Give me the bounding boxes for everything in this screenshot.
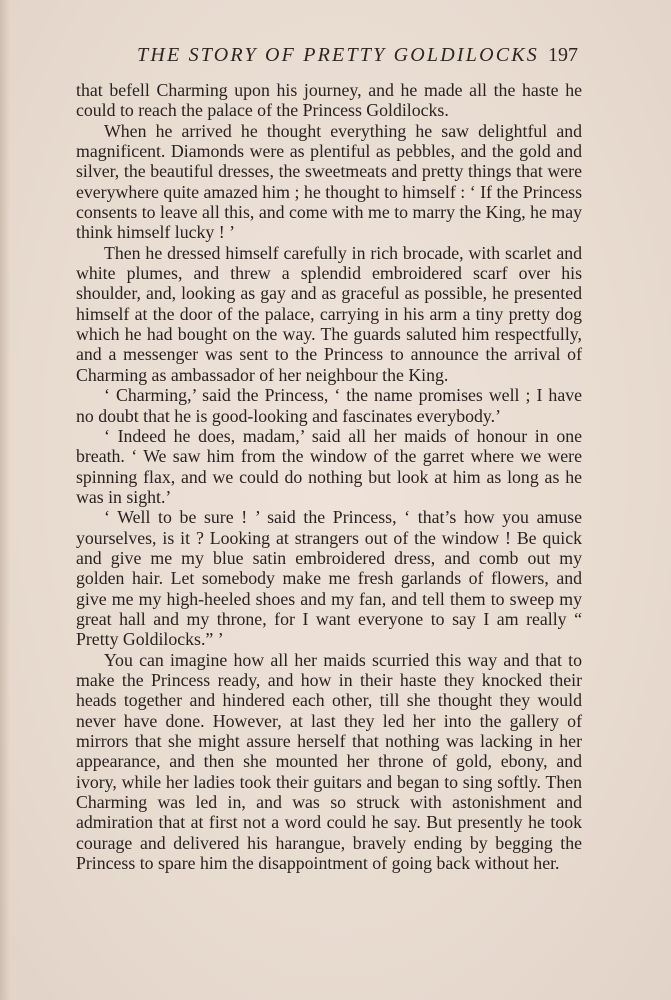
page-number: 197 (548, 44, 578, 66)
running-title: THE STORY OF PRETTY GOLDILOCKS (137, 44, 540, 66)
paragraph: You can imagine how all her maids scurried this way and that to make the Princess ready, and how in their haste they knocked their heads together and hindered each other, till she thought they would never have done. However, at last they led her into the gallery of mirrors that she might assure herself that nothing was lacking in her appearance, and then she mounted her throne of gold, ebony, and ivory, while her ladies took their guitars and began to sing softly. Then Charming was led in, and was so struck with astonishment and admiration that at first not a word could he say. But presently he took courage and delivered his harangue, bravely ending by begging the Princess to spare him the disappointment of going back without her. (76, 649, 582, 874)
paragraph: ‘ Charming,’ said the Princess, ‘ the name promises well ; I have no doubt that he is good-looking and fascinates everybody.’ (76, 385, 582, 426)
paragraph: ‘ Well to be sure ! ’ said the Princess, ‘ that’s how you amuse yourselves, is it ? Looking at strangers out of the window ! Be quick and give me my blue satin embroidered dress, and comb out my golden hair. Let somebody make me fresh garlands of flowers, and give me my high-heeled shoes and my fan, and tell them to sweep my great hall and my throne, for I want everyone to say I am really “ Pretty Goldilocks.” ’ (76, 507, 582, 650)
paragraph: that befell Charming upon his journey, and he made all the haste he could to reach the palace of the Princess Goldilocks. (76, 80, 582, 121)
page-gutter-shadow (0, 0, 10, 1000)
page-header (0, 44, 671, 74)
body-text (76, 80, 582, 873)
paragraph: When he arrived he thought everything he saw delightful and magnificent. Diamonds were as plentiful as pebbles, and the gold and silver, the beautiful dresses, the sweetmeats and pretty things that were everywhere quite amazed him ; he thought to himself : ‘ If the Princess consents to leave all this, and come with me to marry the King, he may think himself lucky ! ’ (76, 120, 582, 243)
paragraph: ‘ Indeed he does, madam,’ said all her maids of honour in one breath. ‘ We saw him from the window of the garret where we were spinning flax, and we could do nothing but look at him as long as he was in sight.’ (76, 425, 582, 507)
paragraph: Then he dressed himself carefully in rich brocade, with scarlet and white plumes, and threw a splendid embroidered scarf over his shoulder, and, looking as gay and as graceful as possible, he presented himself at the door of the palace, carrying in his arm a tiny pretty dog which he had bought on the way. The guards saluted him respectfully, and a messenger was sent to the Princess to announce the arrival of Charming as ambassador of her neighbour the King. (76, 242, 582, 385)
